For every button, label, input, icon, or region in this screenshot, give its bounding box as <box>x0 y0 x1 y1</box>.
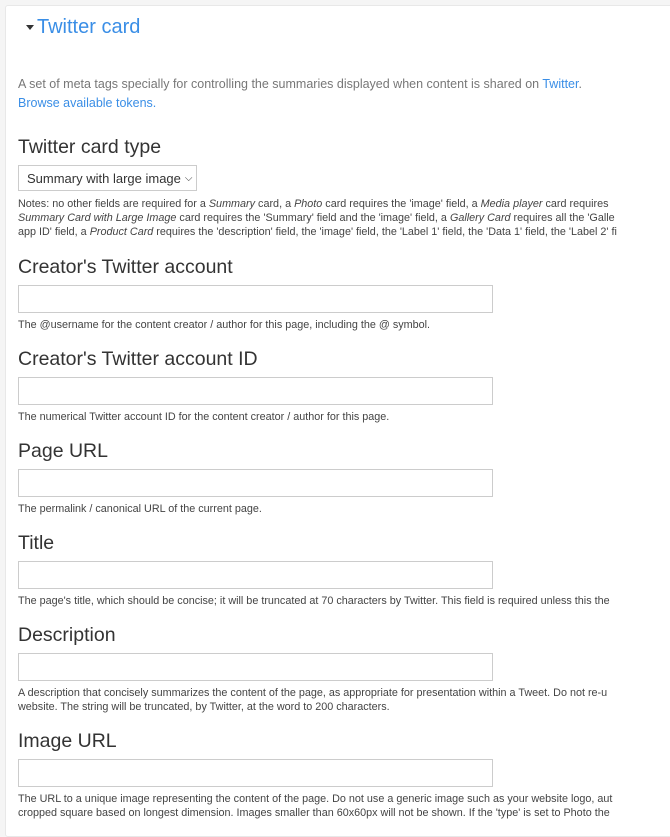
image-url-input[interactable] <box>18 759 493 787</box>
notes-segment: Gallery Card <box>449 212 511 224</box>
notes-segment: Summary Card with Large Image <box>18 212 177 224</box>
notes-segment: requires the 'description' field, the 'image' field, the 'Label 1' field, the 'Data 1' field, the 'Label 2' fi <box>153 226 617 238</box>
help-line: The URL to a unique image representing the content of the page. Do not use a generic image such as your website logo, aut <box>18 793 613 805</box>
notes-segment: Notes: no other fields are required for a <box>18 198 209 210</box>
intro-body: A set of meta tags specially for controlling the summaries displayed when content is shared on <box>18 77 543 91</box>
title-help <box>18 594 610 608</box>
page-url-input[interactable] <box>18 469 493 497</box>
chevron-down-icon: ⌵ <box>184 172 193 184</box>
notes-segment: Summary <box>208 198 256 210</box>
help-line: website. The string will be truncated, by Twitter, at the word to 200 characters. <box>18 701 390 713</box>
help-line: The @username for the content creator / author for this page, including the @ symbol. <box>18 319 431 331</box>
card-type-notes <box>18 197 617 239</box>
help-line: cropped square based on longest dimension. Images smaller than 60x60px will not be shown. If the 'type' is set to Photo the <box>18 807 610 819</box>
page-url-help <box>18 502 262 516</box>
collapse-triangle-icon <box>26 25 34 30</box>
notes-segment: Photo <box>294 198 323 210</box>
notes-segment: app ID' field, a <box>18 226 90 238</box>
creator-s-twitter-account-input[interactable] <box>18 285 493 313</box>
card-type-label: Twitter card type <box>18 136 162 158</box>
notes-segment: Media player <box>480 198 543 210</box>
image-url-help <box>18 792 612 820</box>
card-type-select[interactable] <box>18 165 197 191</box>
notes-segment: card requires the 'Summary' field and the 'image' field, a <box>176 212 450 224</box>
intro-period: . <box>578 77 582 91</box>
page-url-label: Page URL <box>18 440 108 462</box>
twitter-link[interactable]: Twitter <box>542 77 579 91</box>
notes-segment: card requires <box>542 198 609 210</box>
twitter-card-toggle[interactable] <box>26 16 140 39</box>
notes-line <box>18 211 617 225</box>
notes-segment: card requires the 'image' field, a <box>322 198 481 210</box>
title-input[interactable] <box>18 561 493 589</box>
notes-line <box>18 197 617 211</box>
image-url-label: Image URL <box>18 730 117 752</box>
creator-s-twitter-account-label: Creator's Twitter account <box>18 256 233 278</box>
section-title: Twitter card <box>37 16 141 38</box>
creator-s-twitter-account-help <box>18 318 430 332</box>
help-line: The page's title, which should be concise; it will be truncated at 70 characters by Twitter. This field is required unless this the <box>18 595 610 607</box>
browse-tokens-link[interactable]: Browse available tokens. <box>18 96 157 110</box>
description-input[interactable] <box>18 653 493 681</box>
help-line: A description that concisely summarizes the content of the page, as appropriate for presentation within a Tweet. Do not re-u <box>18 687 608 699</box>
help-line: The permalink / canonical URL of the current page. <box>18 503 262 515</box>
creator-s-twitter-account-id-label: Creator's Twitter account ID <box>18 348 258 370</box>
notes-line <box>18 225 617 239</box>
creator-s-twitter-account-id-input[interactable] <box>18 377 493 405</box>
card-type-value: Summary with large image <box>27 170 181 186</box>
help-line: The numerical Twitter account ID for the content creator / author for this page. <box>18 411 390 423</box>
title-label: Title <box>18 532 55 554</box>
intro-text <box>18 77 582 91</box>
description-help <box>18 686 607 714</box>
creator-s-twitter-account-id-help <box>18 410 389 424</box>
notes-segment: requires all the 'Galle <box>510 212 615 224</box>
notes-segment: card, a <box>255 198 295 210</box>
notes-segment: Product Card <box>89 226 154 238</box>
description-label: Description <box>18 624 116 646</box>
